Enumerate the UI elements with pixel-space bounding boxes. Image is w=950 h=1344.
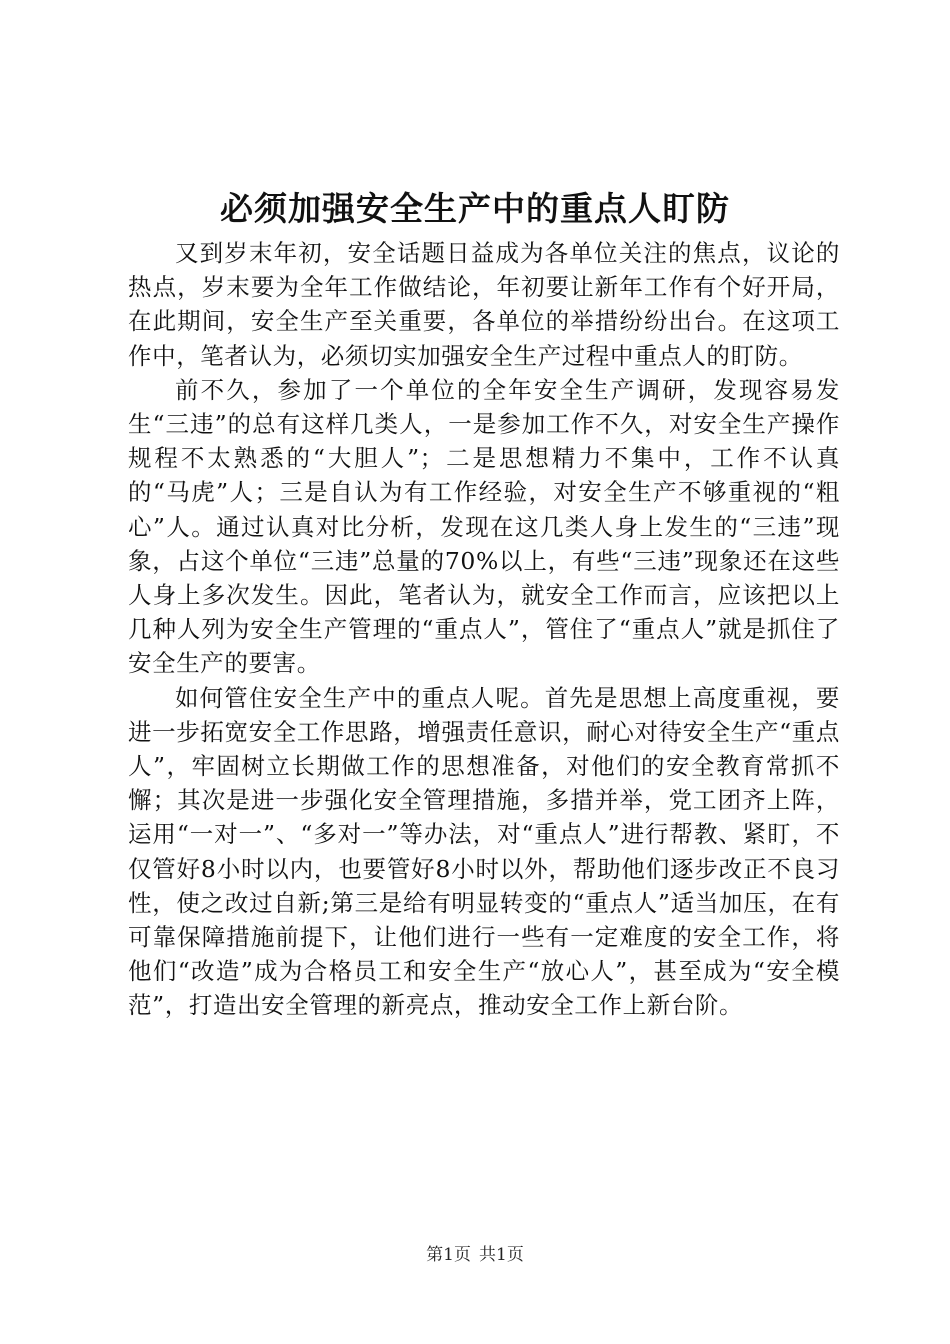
- document-title: 必须加强安全生产中的重点人盯防: [220, 189, 730, 228]
- page-footer: [0, 1243, 950, 1267]
- page-number: 第1页: [426, 1245, 471, 1265]
- paragraph-1: 又到岁末年初，安全话题日益成为各单位关注的焦点，议论的热点，岁末要为全年工作做结论，年初要让新年工作有个好开局，在此期间，安全生产至关重要，各单位的举措纷纷出台。在这项工作中，笔者认为，必须切实加强安全生产过程中重点人的盯防。: [128, 239, 840, 370]
- paragraph-3: 如何管住安全生产中的重点人呢。首先是思想上高度重视，要进一步拓宽安全工作思路，增强责任意识，耐心对待安全生产“重点人”，牢固树立长期做工作的思想准备，对他们的安全教育常抓不懈；其次是进一步强化安全管理措施，多措并举，党工团齐上阵，运用“一对一”、“多对一”等办法，对“重点人”进行帮教、紧盯，不仅管好8小时以内，也要管好8小时以外，帮助他们逐步改正不良习性，使之改过自新;第三是给有明显转变的“重点人”适当加压，在有可靠保障措施前提下，让他们进行一些有一定难度的安全工作，将他们“改造”成为合格员工和安全生产“放心人”，甚至成为“安全模范”，打造出安全管理的新亮点，推动安全工作上新台阶。: [128, 683, 840, 1020]
- paragraph-2: 前不久，参加了一个单位的全年安全生产调研，发现容易发生“三违”的总有这样几类人，一是参加工作不久，对安全生产操作规程不太熟悉的“大胆人”；二是思想精力不集中，工作不认真的“马虎”人；三是自认为有工作经验，对安全生产不够重视的“粗心”人。通过认真对比分析，发现在这几类人身上发生的“三违”现象，占这个单位“三违”总量的70%以上，有些“三违”现象还在这些人身上多次发生。因此，笔者认为，就安全工作而言，应该把以上几种人列为安全生产管理的“重点人”，管住了“重点人”就是抓住了安全生产的要害。: [128, 375, 840, 678]
- page-total: 共1页: [479, 1245, 524, 1265]
- document-body: [128, 236, 840, 1023]
